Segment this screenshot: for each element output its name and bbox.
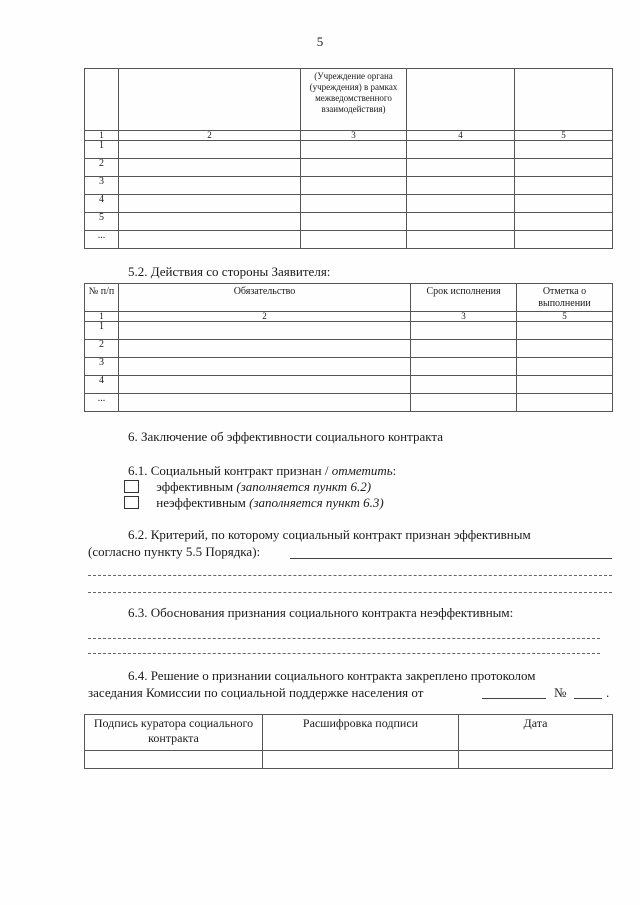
column-number: 3 bbox=[301, 131, 407, 141]
table-cell[interactable] bbox=[301, 231, 407, 249]
paragraph-6-3: 6.3. Обоснования признания социального контракта неэффективным: bbox=[128, 605, 514, 620]
table-cell[interactable] bbox=[411, 376, 517, 394]
paragraph-6-2-line1: 6.2. Критерий, по которому социальный контракт признан эффективным bbox=[128, 527, 531, 542]
row-number: 2 bbox=[85, 340, 119, 358]
row-number: ... bbox=[85, 394, 119, 412]
table-cell[interactable] bbox=[411, 394, 517, 412]
table-cell[interactable] bbox=[301, 177, 407, 195]
column-number: 2 bbox=[119, 131, 301, 141]
table-cell[interactable] bbox=[515, 141, 613, 159]
table-cell[interactable] bbox=[515, 159, 613, 177]
column-number: 3 bbox=[411, 312, 517, 322]
table-applicant-actions bbox=[84, 283, 613, 412]
table-cell[interactable] bbox=[407, 195, 515, 213]
column-number: 1 bbox=[85, 312, 119, 322]
header-cell bbox=[515, 69, 613, 131]
section-6-title: 6. Заключение об эффективности социального контракта bbox=[128, 429, 443, 444]
header-obligation: Обязательство bbox=[119, 284, 411, 312]
table-cell[interactable] bbox=[119, 177, 301, 195]
table-cell[interactable] bbox=[119, 322, 411, 340]
table-cell[interactable] bbox=[407, 231, 515, 249]
header-curator-signature: Подпись куратора социального контракта bbox=[85, 715, 263, 751]
paragraph-6-4-line1: 6.4. Решение о признании социального контракта закреплено протоколом bbox=[128, 668, 536, 683]
paragraph-6-1-colon: : bbox=[392, 463, 397, 478]
section-5-2-title: 5.2. Действия со стороны Заявителя: bbox=[128, 264, 331, 279]
row-number: 2 bbox=[85, 159, 119, 177]
protocol-date-input[interactable] bbox=[482, 698, 546, 699]
table-cell[interactable] bbox=[119, 195, 301, 213]
option-ineffective[interactable] bbox=[124, 495, 384, 511]
table-cell[interactable] bbox=[515, 213, 613, 231]
table-cell[interactable] bbox=[411, 322, 517, 340]
table-cell[interactable] bbox=[301, 141, 407, 159]
header-deadline: Срок исполнения bbox=[411, 284, 517, 312]
row-number: 1 bbox=[85, 322, 119, 340]
header-cell bbox=[119, 69, 301, 131]
row-number: 4 bbox=[85, 376, 119, 394]
header-num: № п/п bbox=[85, 284, 119, 312]
option-effective-note: (заполняется пункт 6.2) bbox=[236, 479, 372, 494]
paragraph-6-1-italic: отметить bbox=[331, 463, 393, 478]
column-number: 1 bbox=[85, 131, 119, 141]
date-cell[interactable] bbox=[459, 751, 613, 769]
header-mark: Отметка о выполнении bbox=[517, 284, 613, 312]
justification-input-line[interactable] bbox=[88, 638, 600, 639]
table-cell[interactable] bbox=[517, 376, 613, 394]
table-cell[interactable] bbox=[119, 159, 301, 177]
table-cell[interactable] bbox=[517, 340, 613, 358]
option-effective[interactable] bbox=[124, 479, 371, 495]
checkbox-effective[interactable] bbox=[124, 480, 139, 493]
table-cell[interactable] bbox=[119, 231, 301, 249]
table-cell[interactable] bbox=[517, 322, 613, 340]
header-institution: (Учреждение органа (учреждения) в рамках межведомственного взаимодействия) bbox=[301, 69, 407, 131]
header-signature-transcript: Расшифровка подписи bbox=[263, 715, 459, 751]
header-date: Дата bbox=[459, 715, 613, 751]
signature-cell[interactable] bbox=[85, 751, 263, 769]
table-cell[interactable] bbox=[119, 340, 411, 358]
table-cell[interactable] bbox=[119, 376, 411, 394]
table-cell[interactable] bbox=[301, 195, 407, 213]
row-number: ... bbox=[85, 231, 119, 249]
period: . bbox=[606, 685, 610, 700]
table-cell[interactable] bbox=[411, 340, 517, 358]
criterion-input-line[interactable] bbox=[290, 558, 612, 559]
justification-input-line[interactable] bbox=[88, 653, 600, 654]
paragraph-6-4-line2 bbox=[88, 685, 423, 701]
table-cell[interactable] bbox=[119, 141, 301, 159]
column-number: 5 bbox=[517, 312, 613, 322]
option-effective-label: эффективным bbox=[156, 479, 234, 494]
row-number: 3 bbox=[85, 358, 119, 376]
signature-table bbox=[84, 714, 613, 769]
table-cell[interactable] bbox=[119, 213, 301, 231]
paragraph-6-4-text: заседания Комиссии по социальной поддержке населения от bbox=[88, 685, 424, 700]
column-number: 2 bbox=[119, 312, 411, 322]
page-number: 5 bbox=[316, 34, 324, 49]
option-ineffective-note: (заполняется пункт 6.3) bbox=[249, 495, 384, 510]
paragraph-6-1-text: 6.1. Социальный контракт признан / bbox=[128, 463, 332, 478]
table-cell[interactable] bbox=[515, 177, 613, 195]
criterion-input-line[interactable] bbox=[88, 575, 612, 576]
table-cell[interactable] bbox=[517, 394, 613, 412]
table-cell[interactable] bbox=[301, 213, 407, 231]
table-cell[interactable] bbox=[301, 159, 407, 177]
table-cell[interactable] bbox=[515, 195, 613, 213]
table-interagency-actions bbox=[84, 68, 613, 249]
row-number: 5 bbox=[85, 213, 119, 231]
paragraph-6-1 bbox=[128, 463, 396, 479]
column-number: 4 bbox=[407, 131, 515, 141]
header-cell bbox=[407, 69, 515, 131]
protocol-number-input[interactable] bbox=[574, 698, 602, 699]
table-cell[interactable] bbox=[407, 141, 515, 159]
table-cell[interactable] bbox=[407, 213, 515, 231]
column-number: 5 bbox=[515, 131, 613, 141]
table-cell[interactable] bbox=[407, 177, 515, 195]
row-number: 4 bbox=[85, 195, 119, 213]
table-cell[interactable] bbox=[515, 231, 613, 249]
row-number: 3 bbox=[85, 177, 119, 195]
option-ineffective-label: неэффективным bbox=[156, 495, 246, 510]
table-cell[interactable] bbox=[517, 358, 613, 376]
transcript-cell[interactable] bbox=[263, 751, 459, 769]
row-number: 1 bbox=[85, 141, 119, 159]
table-cell[interactable] bbox=[119, 358, 411, 376]
criterion-input-line[interactable] bbox=[88, 592, 612, 593]
number-sign: № bbox=[554, 685, 567, 700]
paragraph-6-2-line2: (согласно пункту 5.5 Порядка): bbox=[88, 544, 261, 559]
checkbox-ineffective[interactable] bbox=[124, 496, 139, 509]
table-cell[interactable] bbox=[411, 358, 517, 376]
table-cell[interactable] bbox=[407, 159, 515, 177]
header-cell bbox=[85, 69, 119, 131]
table-cell[interactable] bbox=[119, 394, 411, 412]
